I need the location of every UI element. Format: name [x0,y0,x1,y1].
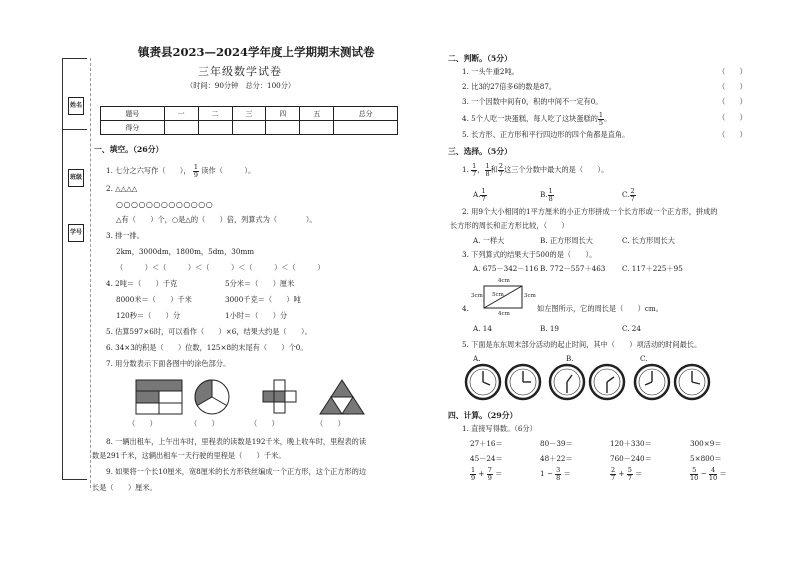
judge-3: 3. 一个因数中间有0，积的中间不一定有0。 [462,97,603,106]
clock-icon [635,365,669,399]
choice-3-c[interactable]: C. 117＋225＋95 [622,264,683,273]
calc-item: $\frac{5}{10}$ − $\frac{4}{10}$ ＝ [690,466,727,482]
q1-4b: 5分米＝（ ）厘米 [225,279,295,288]
calc-item: 760－240＝ [610,454,652,463]
q1-9: 9. 如果将一个长10厘米，宽8厘米的长方形铁丝编成一个正方形，这个正方形的边 [106,467,367,476]
choice-2-a[interactable]: A. 一样大 [473,236,505,245]
score-header-cell: 一 [164,107,198,121]
judge-5: 5. 长方形、正方形和平行四边形的四个角都是直角。 [462,130,630,139]
calc-item: 5×800＝ [690,454,722,463]
q1-3-items: 2km，3000dm，1800m，5dm，30mm [116,247,255,256]
fraction: $\frac{1}{9}$ [193,163,199,179]
choice-3-a[interactable]: A. 675－342－116 [473,264,539,273]
score-cell[interactable] [266,121,300,135]
calc-item: $\frac{2}{7}$ + $\frac{5}{7}$ ＝ [611,466,643,482]
score-cell[interactable] [232,121,266,135]
score-cell[interactable] [334,121,398,135]
score-header-cell: 总分 [334,107,398,121]
q1-2-blanks: △有（ ）个，○是△的（ ）倍，列算式为（ ）。 [116,215,317,224]
choice-5-b[interactable]: B. [566,354,574,363]
score-cell[interactable] [300,121,334,135]
choice-3: 3. 下列算式的结果大于500的是（ ）。 [462,250,597,259]
clock-icon [466,365,500,399]
q1-4f: 1小时＝（ ）分 [225,311,288,320]
q1-1: 1. 七分之六写作（ ）， $\frac{1}{9}$ 读作（ ）。 [106,163,256,179]
calc-item: 27＋16＝ [470,439,503,448]
calc-item: 45－24＝ [470,454,503,463]
judge-1: 1. 一头牛重2吨。 [462,67,519,76]
binding-line [90,58,91,488]
clocks-row [464,363,714,403]
choice-1-c[interactable]: C. $\frac{2}{7}$ [622,187,635,203]
q7-blank-4: （ ） [316,419,345,428]
q1-8b: 数是291千米，这辆出租车一天行驶的里程是（ ）千米。 [92,451,286,460]
calc-item: 120＋330＝ [610,439,652,448]
fig-top-label: 4cm [498,278,510,284]
score-header-cell: 题号 [101,107,165,121]
q1-4d: 3000千克＝（ ）吨 [225,295,301,304]
exam-title: 镇赉县2023—2024学年度上学期期末测试卷 [138,45,375,59]
calc-item: 80－39＝ [540,439,573,448]
clock-icon [675,365,709,399]
score-header-cell: 五 [300,107,334,121]
exam-subtitle: 三年级数学试卷 [198,65,282,78]
judge-paren-2[interactable]: （ ） [718,82,747,91]
choice-3-b[interactable]: B. 772－557＋463 [540,264,606,273]
section-3-title: 三、选择。（5分） [448,147,512,156]
calc-item: 48＋22＝ [540,454,573,463]
class-label: 班级 [68,169,84,187]
choice-4-text: 如左图所示，它的周长是（ ）cm。 [537,304,663,313]
choice-2b: 长方形的周长和正方形比较，（ ） [450,221,569,230]
score-table [100,106,398,135]
q1-5: 5. 估算597×6时，可以看作（ ）×6，结果大约是（ ）。 [106,327,312,336]
fig-left-label: 3cm [471,293,483,299]
q7-figures [130,376,390,418]
q1-8: 8. 一辆出租车，上午出车时，里程表的读数是192千米，晚上收车时，里程表的读 [106,437,367,446]
judge-paren-5[interactable]: （ ） [718,130,747,139]
score-row-label: 得分 [101,121,165,135]
time-info: （时间：90分钟 总分：100分） [186,81,296,90]
fig-diag-label: 5cm [492,292,504,298]
judge-2: 2. 比3的27倍多6的数是87。 [462,82,557,91]
q1-9b: 长是（ ）厘米。 [92,483,157,492]
judge-paren-1[interactable]: （ ） [718,67,747,76]
q7-blank-3: （ ） [250,419,279,428]
section-4-title: 四、计算。（29分） [448,411,518,420]
judge-paren-4[interactable]: （ ） [718,113,747,122]
fig-bottom-label: 4cm [498,311,510,317]
choice-5-a[interactable]: A. [473,354,481,363]
clock-icon [590,365,624,399]
q7-blank-1: （ ） [128,419,157,428]
rect-grid-figure [136,380,182,414]
choice-4-b[interactable]: B. 19 [540,324,559,333]
q1-7: 7. 用分数表示下面各图中的涂色部分。 [106,359,231,368]
clock-icon [506,365,540,399]
score-header-cell: 三 [232,107,266,121]
score-header-cell: 二 [198,107,232,121]
q1-4c: 8000米＝（ ）千米 [116,295,192,304]
q1-2-circles: ○○○○○○○○○○○○○ [116,200,214,209]
choice-2: 2. 用9个大小相同的1平方厘米的小正方形拼成一个长方形或一个正方形，拼成的 [462,207,718,216]
choice-2-b[interactable]: B. 正方形周长大 [540,236,593,245]
q1-4e: 120秒＝（ ）分 [116,311,181,320]
name-label: 姓名 [68,97,84,115]
triangle-figure [320,380,364,414]
choice-5: 5. 下面是东东周末部分活动的起止时间，其中（ ）项活动的时间最长。 [462,340,702,349]
judge-4: 4. 5个人吃一块蛋糕，每人吃了这块蛋糕的 $\frac{1}{5}$ 。 [462,111,612,127]
choice-4-c[interactable]: C. 24 [622,324,641,333]
binding-strip [62,58,87,480]
fraction: $\frac{1}{8}$ [485,162,490,178]
q1-2: 2. △△△△ [106,184,138,193]
calc-1: 1. 直接写得数。（6分） [462,424,537,433]
section-1-title: 一、填空。（26分） [94,145,164,154]
clock-icon [550,365,584,399]
score-header-cell: 四 [266,107,300,121]
q1-4a: 4. 2吨＝（ ）千克 [106,279,178,288]
q1-6: 6. 34×3的积是（ ）位数，125×8的末尾有（ ）个0。 [106,343,308,352]
calc-item: $\frac{1}{9}$ + $\frac{7}{9}$ ＝ [471,466,503,482]
choice-4: 4. [462,304,469,313]
choice-2-c[interactable]: C. 长方形周长大 [622,236,675,245]
fraction: $\frac{1}{5}$ [598,111,604,127]
cross-figure [263,380,296,413]
fraction: $\frac{1}{7}$ [472,162,477,178]
score-cell[interactable] [164,121,198,135]
choice-1-a[interactable]: A. $\frac{1}{7}$ [473,187,486,203]
choice-5-c[interactable]: C. [640,354,648,363]
q1-3: 3. 排一排。 [106,231,144,240]
choice-1: 1. $\frac{1}{7}$ ， $\frac{1}{8}$ 和 $\frac{2}{7}$ 这三个分数中最大的是（ ）。 [462,162,609,178]
q7-blank-2: （ ） [190,419,219,428]
choice-1-b[interactable]: B. $\frac{1}{8}$ [540,187,553,203]
fig-right-label: 3cm [524,293,536,299]
fraction: $\frac{2}{7}$ [498,162,503,178]
circle-figure [195,380,229,414]
score-cell[interactable] [198,121,232,135]
calc-item: 300×9＝ [690,439,722,448]
calc-item: 1 − $\frac{3}{8}$ ＝ [540,466,571,482]
section-2-title: 二、判断。（5分） [448,54,512,63]
q1-3-blanks: （ ）＜（ ）＜（ ）＜（ ）＜（ ） [116,263,325,272]
judge-paren-3[interactable]: （ ） [718,97,747,106]
choice-4-a[interactable]: A. 14 [473,324,492,333]
student-id-label: 学号 [68,224,84,242]
